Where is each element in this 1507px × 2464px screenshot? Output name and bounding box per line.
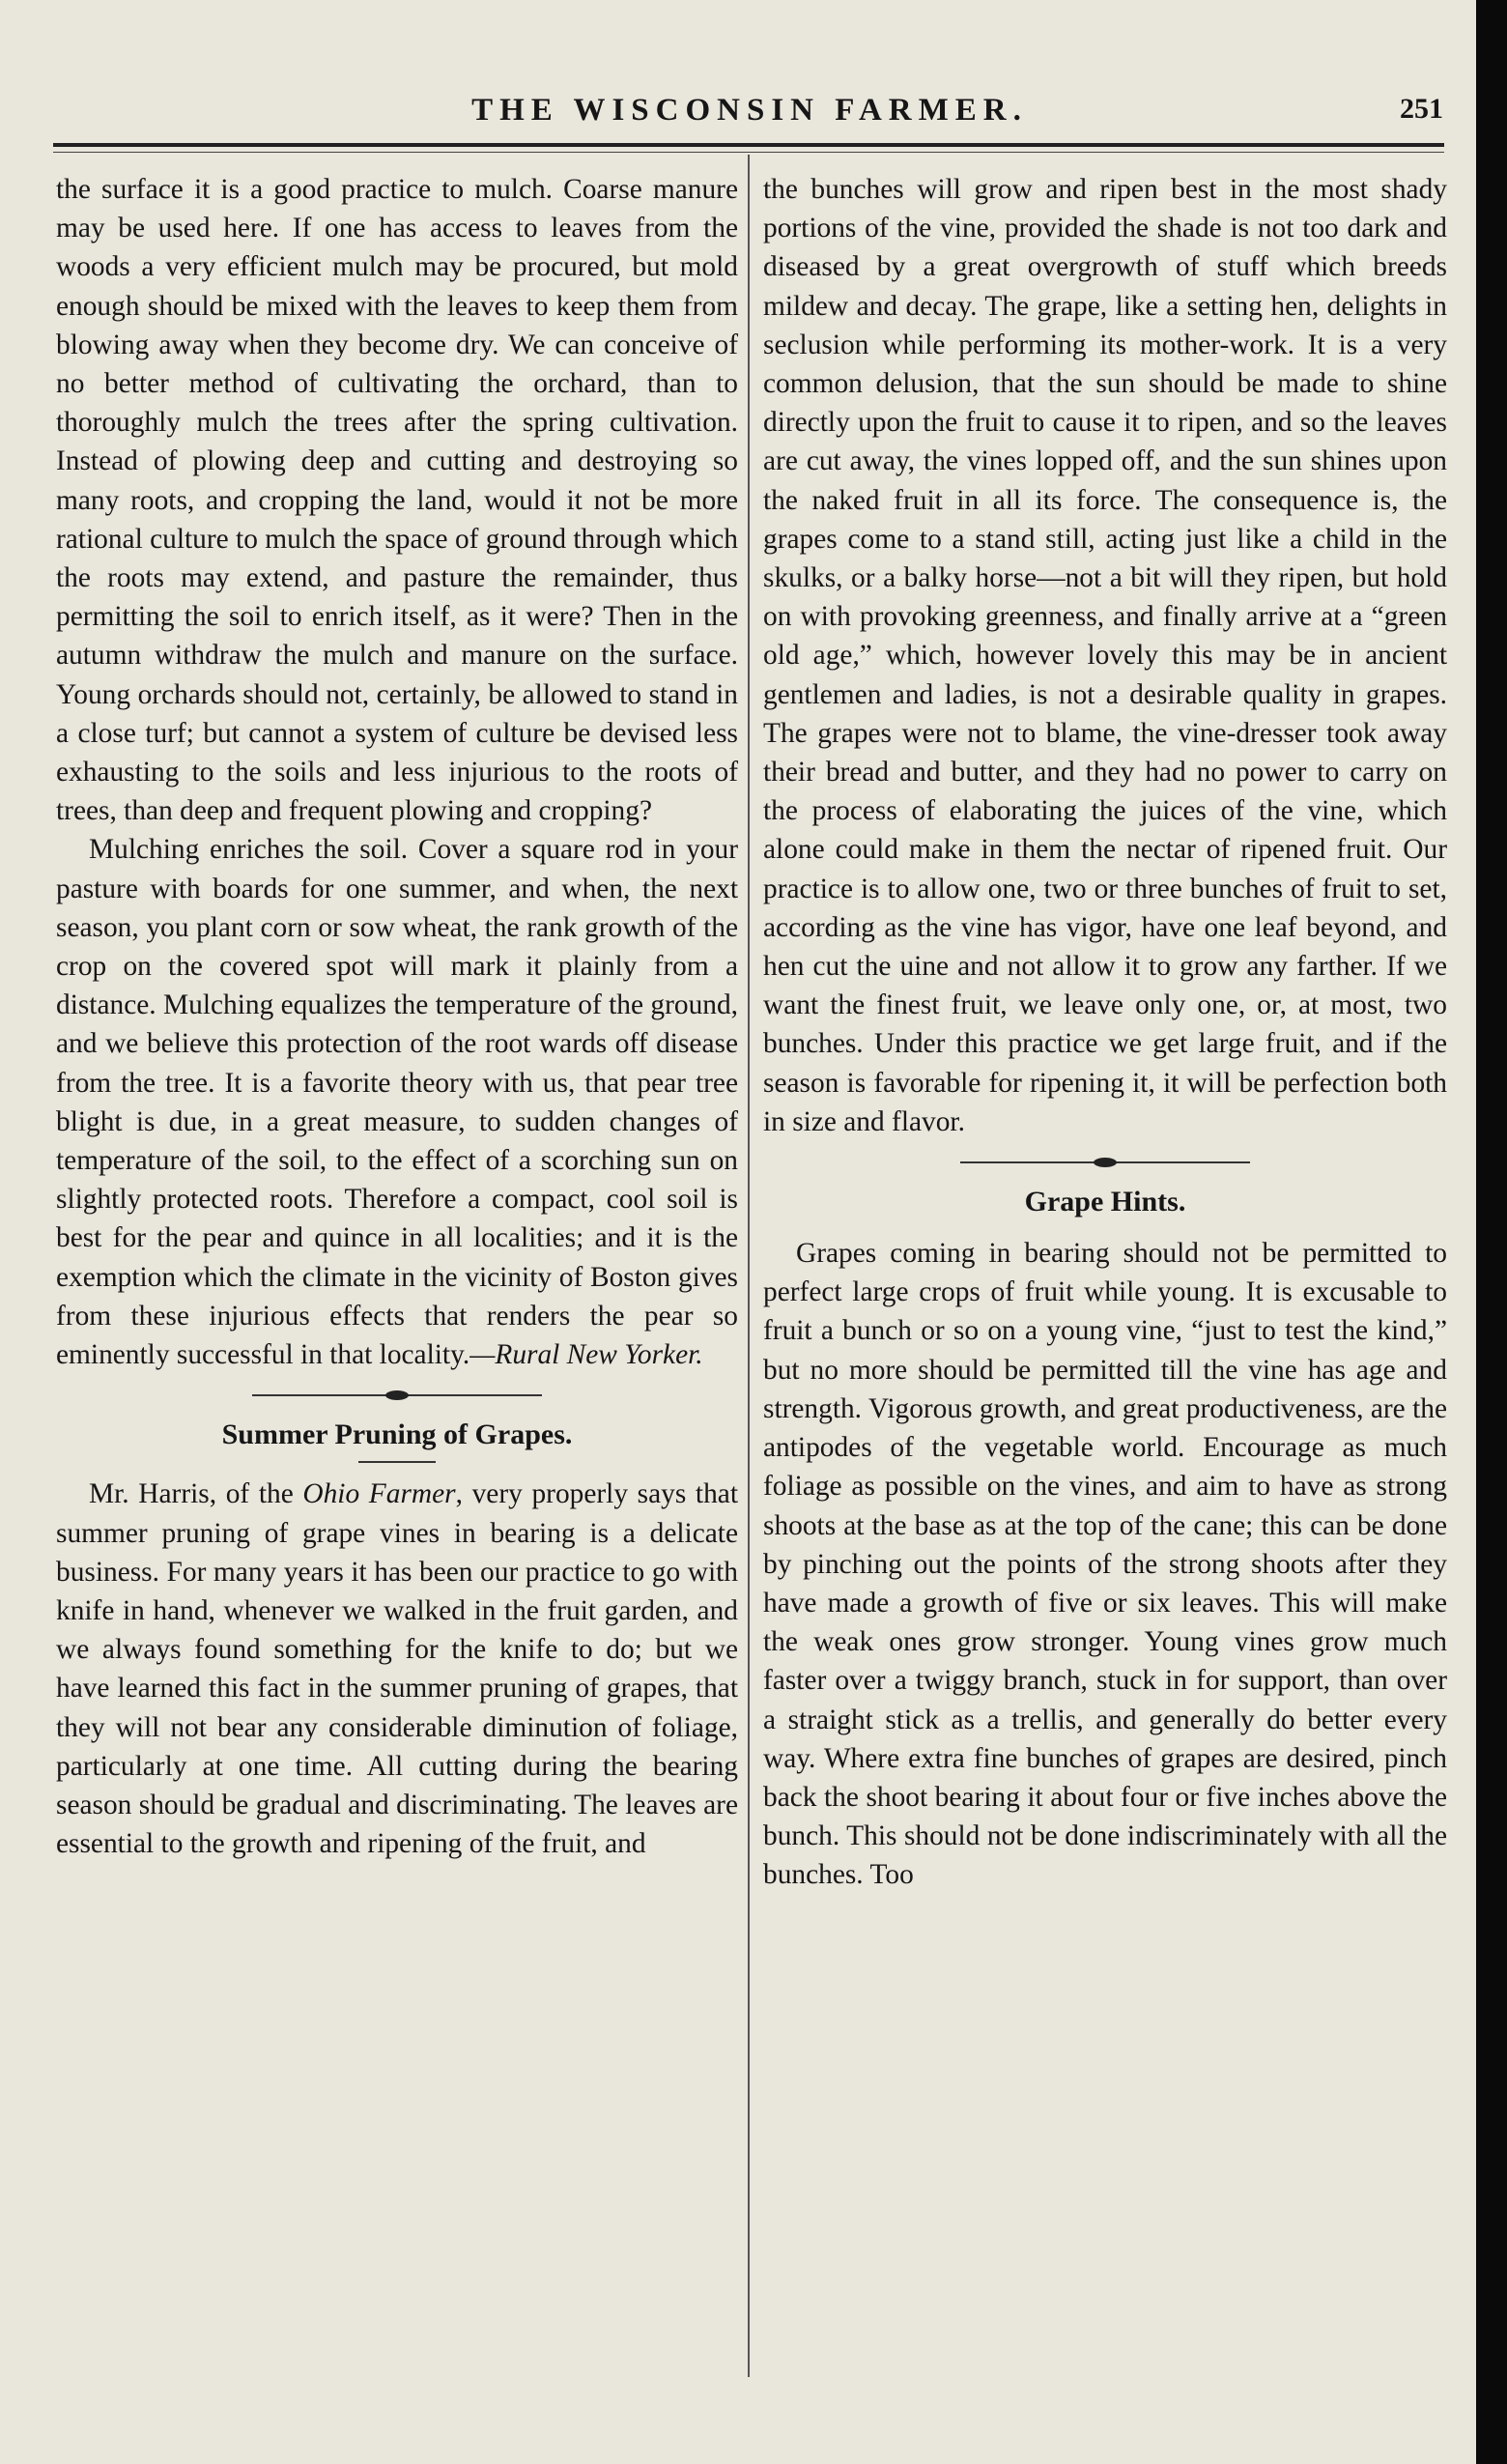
left-paragraph-3-lead: Mr. Harris, of the — [89, 1478, 303, 1510]
right-paragraph-1: the bunches will grow and ripen best in the most shady portions of the vine, provided the shade is not too dark and diseased by a great overgrowth of stuff which breeds mildew and decay. The grape, like a setting hen, delights in seclusion while performing its mother-work. It is a very common delusion, that the sun should be made to shine directly upon the fruit to cause it to ripen, and so the leaves are cut away, the vines lopped off, and the sun shines upon the naked fruit in all its force. The consequence is, the grapes come to a stand still, acting just like a child in the skulks, or a balky horse—not a bit will they ripen, but hold on with provoking greenness, and finally arrive at a “green old age,” which, however lovely this may be in ancient gentlemen and ladies, is not a desirable quality in grapes. The grapes were not to blame, the vine-dresser took away their bread and butter, and they had no power to carry on the process of elaborating the juices of the vine, which alone could make in them the nectar of ripened fruit. Our practice is to allow one, two or three bunches of fruit to set, according as the vine has vigor, have one leaf beyond, and hen cut the uine and not allow it to grow any farther. If we want the finest fruit, we leave only one, or, at most, two bunches. Under this practice we get large fruit, and if the season is favorable for ripening it, it will be perfection both in size and flavor. — [763, 174, 1447, 1137]
column-divider — [748, 155, 750, 2377]
heading-rule — [358, 1461, 436, 1463]
section-divider — [960, 1153, 1250, 1172]
running-title: THE WISCONSIN FARMER. — [471, 93, 1028, 128]
page-number: 251 — [1400, 93, 1443, 125]
article-heading-summer-pruning: Summer Pruning of Grapes. — [221, 1418, 573, 1451]
left-paragraph-3-rest: , very properly says that summer pruning of grape vines in bearing is a delicate business. For many years it has been our practice to go with knife in hand, whenever we walked in the fruit garden, and we always found something for the knife to do; but we have learned this fact in the summer pruning of grapes, that they will not bear any considerable diminution of foliage, particularly at one time. All cutting during the bearing season should be gradual and discriminating. The leaves are essential to the growth and ripening of the fruit, and — [56, 1478, 738, 1860]
scan-edge — [1476, 0, 1507, 2464]
header-rule-thin — [53, 152, 1444, 153]
article-heading-grape-hints: Grape Hints. — [1024, 1186, 1186, 1218]
source-credit: —Rural New Yorker. — [469, 1339, 703, 1371]
left-column — [56, 170, 738, 1863]
left-paragraph-3 — [56, 1475, 738, 1863]
publication-name: Ohio Farmer — [302, 1478, 456, 1510]
left-paragraph-2 — [56, 830, 738, 1374]
running-head — [56, 89, 1443, 133]
left-paragraph-2-text: Mulching enriches the soil. Cover a square rod in your pasture with boards for one summer, and when, the next season, you plant corn or sow wheat, the rank growth of the crop on the covered spot will mark it plainly from a distance. Mulching equalizes the temperature of the ground, and we believe this protection of the root wards off disease from the tree. It is a favorite theory with us, that pear tree blight is due, in a great measure, to sudden changes of temperature of the soil, to the effect of a scorching sun on slightly protected roots. Therefore a compact, cool soil is best for the pear and quince in all localities; and it is the exemption which the climate in the vicinity of Boston gives from these injurious effects that renders the pear so eminently successful in that locality. — [56, 834, 738, 1371]
left-paragraph-1: the surface it is a good practice to mulch. Coarse manure may be used here. If one has access to leaves from the woods a very efficient mulch may be procured, but mold enough should be mixed with the leaves to keep them from blowing away when they become dry. We can conceive of no better method of cultivating the orchard, than to thoroughly mulch the trees after the spring cultivation. Instead of plowing deep and cutting and destroying so many roots, and cropping the land, would it not be more rational culture to mulch the space of ground through which the roots may extend, and pasture the remainder, thus permitting the soil to enrich itself, as it were? Then in the autumn withdraw the mulch and manure on the surface. Young orchards should not, certainly, be allowed to stand in a close turf; but cannot a system of culture be devised less exhausting to the soils and less injurious to the roots of trees, than deep and frequent plowing and cropping? — [56, 174, 738, 827]
right-paragraph-2: Grapes coming in bearing should not be permitted to perfect large crops of fruit while young. It is excusable to fruit a bunch or so on a young vine, “just to test the kind,” but no more should be permitted till the vine has age and strength. Vigorous growth, and great productiveness, are the antipodes of the vegetable world. Encourage as much foliage as possible on the vines, and aim to have as strong shoots at the base as at the top of the cane; this can be done by pinching out the points of the strong shoots after they have made a growth of five or six leaves. This will make the weak ones grow stronger. Young vines grow much faster over a twiggy branch, stuck in for support, than over a straight stick as a trellis, and generally do better every way. Where extra fine bunches of grapes are desired, pinch back the shoot bearing it about four or five inches above the bunch. This should not be done indiscriminately with all the bunches. Too — [763, 1238, 1447, 1891]
right-column — [763, 170, 1447, 1895]
header-rule — [53, 143, 1444, 147]
section-divider — [252, 1386, 542, 1405]
